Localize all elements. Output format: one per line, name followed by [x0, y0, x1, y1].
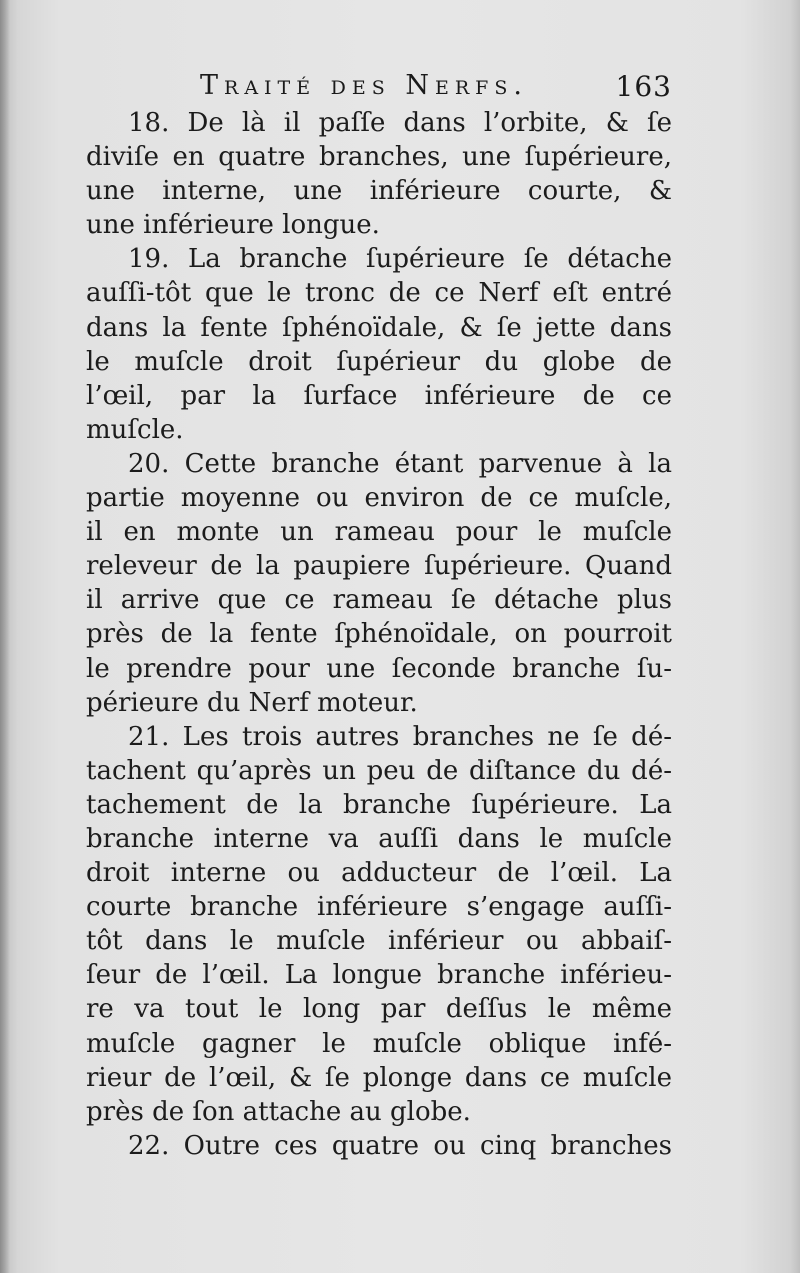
text-line: dans la fente ſphénoïdale, & ſe jette dans — [86, 312, 672, 343]
text-line: releveur de la paupiere ſupérieure. Quand — [86, 551, 672, 582]
text-line: 21. Les trois autres branches ne ſe dé- — [128, 721, 672, 752]
text-line: muſcle gagner le muſcle oblique infé- — [86, 1028, 672, 1059]
text-line: diviſe en quatre branches, une ſupérieure, — [86, 142, 672, 173]
text-line: une inférieure longue. — [86, 210, 380, 241]
page-edge-shadow — [0, 0, 10, 1273]
text-line: courte branche inférieure s’engage auſſi- — [86, 892, 672, 923]
body-text — [86, 106, 672, 1163]
text-line: périeure du Nerf moteur. — [86, 687, 418, 718]
text-line: droit interne ou adducteur de l’œil. La — [86, 858, 672, 889]
text-line: tôt dans le muſcle inférieur ou abbaiſ- — [86, 926, 672, 957]
page-header — [88, 70, 680, 110]
text-line: tachement de la branche ſupérieure. La — [86, 789, 672, 820]
text-line: muſcle. — [86, 414, 184, 445]
text-line: tachent qu’après un peu de diſtance du dé- — [86, 755, 672, 786]
running-title: Traité des Nerfs. — [200, 70, 528, 101]
page-number: 163 — [615, 70, 672, 103]
text-line: il en monte un rameau pour le muſcle — [86, 517, 672, 548]
text-line: partie moyenne ou environ de ce muſcle, — [86, 483, 672, 514]
text-line: le muſcle droit ſupérieur du globe de — [86, 346, 672, 377]
text-line: 22. Outre ces quatre ou cinq branches — [128, 1130, 672, 1161]
text-line: re va tout le long par deſſus le même — [86, 994, 672, 1025]
text-line: une interne, une inférieure courte, & — [86, 176, 672, 207]
text-line: 18. De là il paſſe dans l’orbite, & ſe — [128, 108, 672, 138]
text-line: le prendre pour une ſeconde branche ſu- — [86, 653, 672, 684]
text-line: rieur de l’œil, & ſe plonge dans ce muſcle — [86, 1062, 672, 1093]
text-line: 20. Cette branche étant parvenue à la — [128, 448, 672, 479]
text-line: auſſi-tôt que le tronc de ce Nerf eſt entré — [86, 278, 672, 309]
text-line: branche interne va auſſi dans le muſcle — [86, 823, 672, 854]
text-line: l’œil, par la ſurface inférieure de ce — [86, 380, 672, 411]
text-line: il arrive que ce rameau ſe détache plus — [86, 585, 672, 616]
text-line: 19. La branche ſupérieure ſe détache — [128, 244, 672, 275]
text-line: près de la fente ſphénoïdale, on pourroit — [86, 619, 672, 650]
text-line: près de ſon attache au globe. — [86, 1096, 471, 1127]
text-line: ſeur de l’œil. La longue branche inférieu- — [86, 960, 672, 991]
